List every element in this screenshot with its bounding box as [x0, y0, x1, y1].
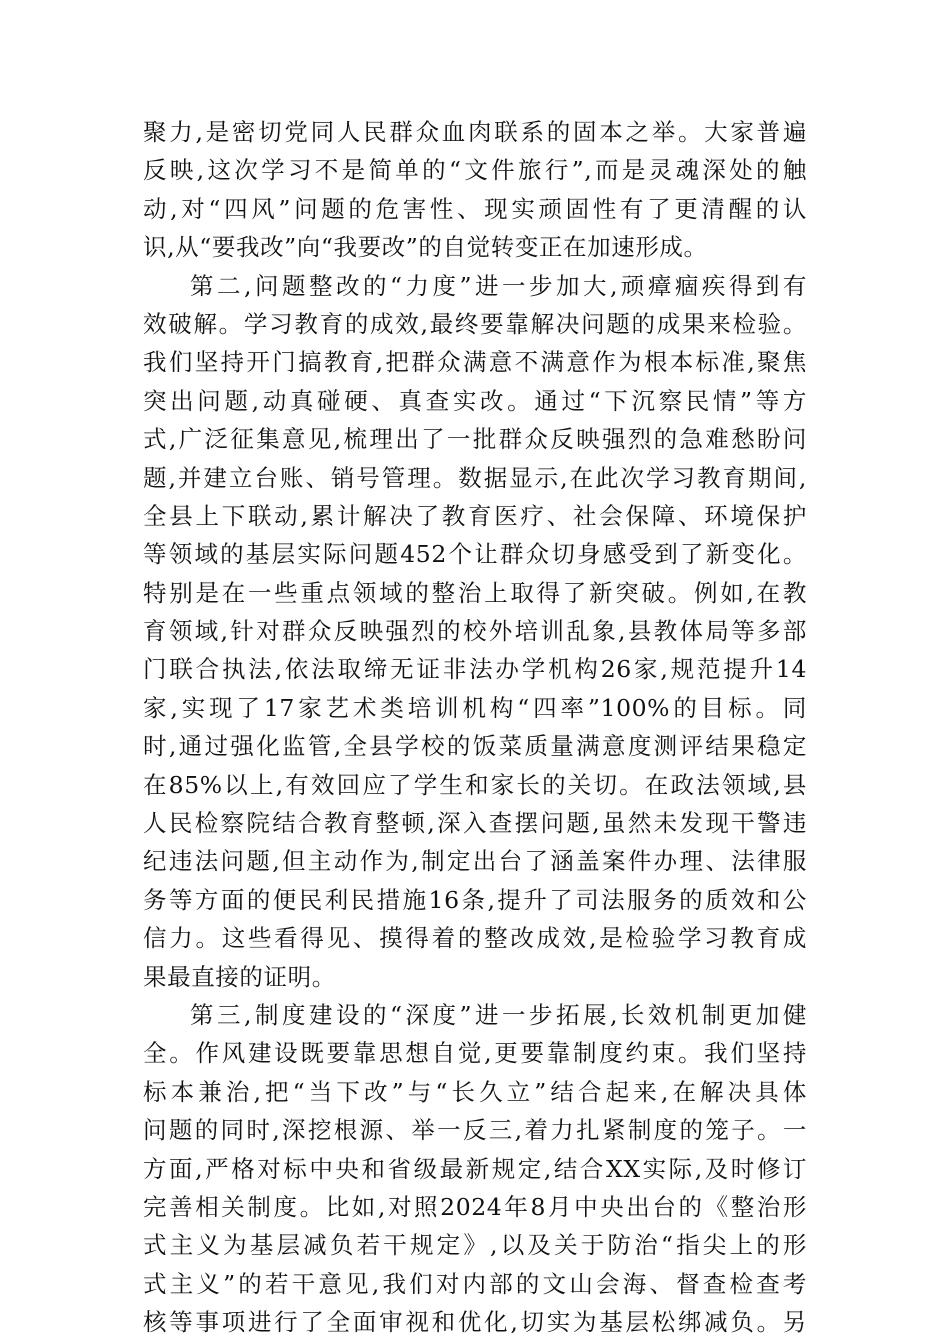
- text-line: 完善相关制度。比如,对照2024年8月中央出台的《整治形: [143, 1192, 807, 1221]
- text-line: 标本兼治,把“当下改”与“长久立”结合起来,在解决具体: [143, 1077, 807, 1106]
- text-line: 务等方面的便民利民措施16条,提升了司法服务的质效和公: [143, 885, 807, 914]
- text-line: 全县上下联动,累计解决了教育医疗、社会保障、环境保护: [143, 501, 807, 530]
- text-line: 方面,严格对标中央和省级最新规定,结合XX实际,及时修订: [143, 1154, 807, 1183]
- text-line: 特别是在一些重点领域的整治上取得了新突破。例如,在教: [143, 578, 807, 607]
- text-line: 问题的同时,深挖根源、举一反三,着力扎紧制度的笼子。一: [143, 1116, 807, 1145]
- text-line: 在85%以上,有效回应了学生和家长的关切。在政法领域,县: [143, 770, 807, 799]
- text-line: 聚力,是密切党同人民群众血肉联系的固本之举。大家普遍: [143, 118, 807, 146]
- text-line: 果最直接的证明。: [143, 962, 336, 991]
- text-line: 纪违法问题,但主动作为,制定出台了涵盖案件办理、法律服: [143, 847, 807, 876]
- text-line: 识,从“要我改”向“我要改”的自觉转变正在加速形成。: [143, 233, 708, 262]
- text-line: 育领域,针对群众反映强烈的校外培训乱象,县教体局等多部: [143, 617, 807, 646]
- text-line: 效破解。学习教育的成效,最终要靠解决问题的成果来检验。: [143, 309, 807, 338]
- text-line: 我们坚持开门搞教育,把群众满意不满意作为根本标准,聚焦: [143, 348, 807, 377]
- paragraph-start-line: 第三,制度建设的“深度”进一步拓展,长效机制更加健: [190, 1000, 807, 1029]
- text-line: 动,对“四风”问题的危害性、现实顽固性有了更清醒的认: [143, 194, 807, 223]
- text-line: 题,并建立台账、销号管理。数据显示,在此次学习教育期间,: [143, 463, 807, 492]
- text-line: 等领域的基层实际问题452个让群众切身感受到了新变化。: [143, 540, 807, 569]
- text-line: 人民检察院结合教育整顿,深入查摆问题,虽然未发现干警违: [143, 809, 807, 838]
- text-line: 家,实现了17家艺术类培训机构“四率”100%的目标。同: [143, 693, 807, 722]
- text-line: 式主义为基层减负若干规定》,以及关于防治“指尖上的形: [143, 1231, 807, 1260]
- text-line: 式主义”的若干意见,我们对内部的文山会海、督查检查考: [143, 1269, 807, 1298]
- text-line: 全。作风建设既要靠思想自觉,更要靠制度约束。我们坚持: [143, 1039, 807, 1068]
- paragraph-start-line: 第二,问题整改的“力度”进一步加大,顽瘴痼疾得到有: [190, 271, 807, 300]
- text-line: 式,广泛征集意见,梳理出了一批群众反映强烈的急难愁盼问: [143, 425, 807, 454]
- text-line: 核等事项进行了全面审视和优化,切实为基层松绑减负。另: [143, 1308, 807, 1337]
- text-line: 信力。这些看得见、摸得着的整改成效,是检验学习教育成: [143, 924, 807, 953]
- text-line: 门联合执法,依法取缔无证非法办学机构26家,规范提升14: [143, 655, 807, 684]
- text-line: 反映,这次学习不是简单的“文件旅行”,而是灵魂深处的触: [143, 156, 807, 185]
- text-line: 时,通过强化监管,全县学校的饭菜质量满意度测评结果稳定: [143, 732, 807, 761]
- body-text: [143, 113, 807, 1342]
- text-line: 突出问题,动真碰硬、真查实改。通过“下沉察民情”等方: [143, 386, 807, 415]
